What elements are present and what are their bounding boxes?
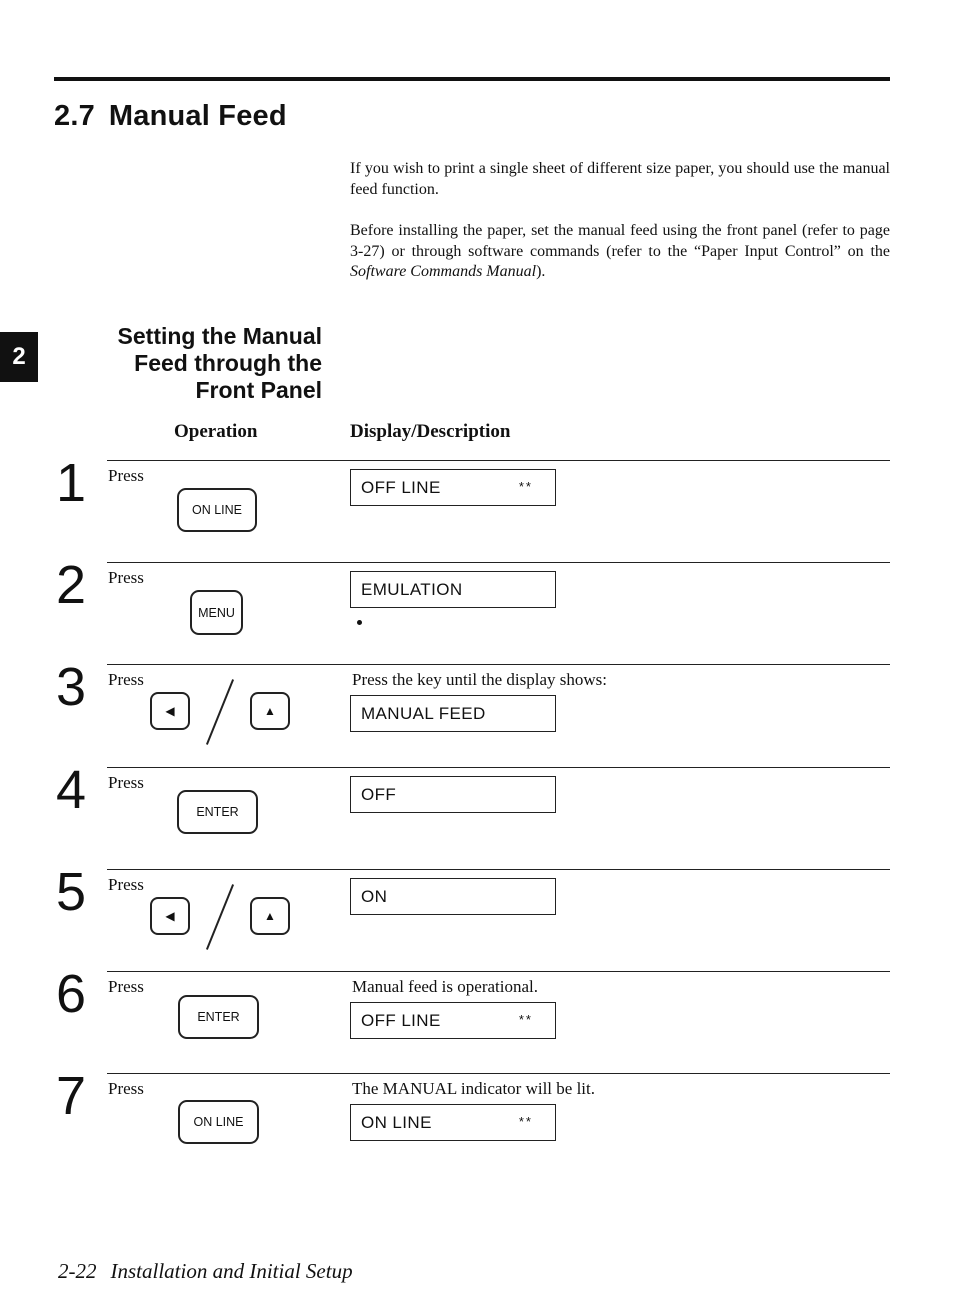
- section-title: [54, 100, 287, 133]
- step-number: 3: [56, 657, 87, 717]
- slash-divider: [206, 679, 234, 745]
- step-description: The MANUAL indicator will be lit.: [352, 1079, 595, 1098]
- step-number: 4: [56, 760, 87, 820]
- left-arrow-key-icon: ◀: [150, 897, 190, 935]
- intro-text: Before installing the paper, set the manual feed using the front panel (refer to page 3-27) or through software commands (refer to the “Paper Input Control” on the: [350, 222, 890, 260]
- intro-text-end: ).: [536, 263, 546, 280]
- step-rule: [107, 869, 890, 870]
- lcd-text: OFF LINE: [361, 1010, 441, 1030]
- lcd-display: [350, 1104, 556, 1141]
- step-rule: [107, 664, 890, 665]
- lcd-text: EMULATION: [361, 579, 463, 599]
- up-arrow-key-icon: ▲: [250, 692, 290, 730]
- lcd-stars: **: [518, 479, 533, 494]
- step-number: 5: [56, 862, 87, 922]
- intro-paragraph-2: [350, 221, 890, 283]
- lcd-display: [350, 695, 556, 732]
- menu-key-icon: MENU: [190, 590, 243, 635]
- step-description: Manual feed is operational.: [352, 977, 538, 996]
- display-heading: Display/Description: [350, 421, 511, 442]
- step-rule: [107, 562, 890, 563]
- lcd-display: [350, 878, 556, 915]
- subheading-line-3: Front Panel: [195, 377, 322, 403]
- lcd-text: OFF: [361, 784, 397, 804]
- step-number: 1: [56, 453, 87, 513]
- bullet-dot: [357, 620, 362, 625]
- step-rule: [107, 767, 890, 768]
- enter-key-icon: ENTER: [177, 790, 258, 834]
- lcd-display: [350, 1002, 556, 1039]
- press-label: Press: [108, 568, 144, 587]
- page-number: 2-22: [58, 1259, 97, 1283]
- lcd-text: ON LINE: [361, 1112, 432, 1132]
- press-label: Press: [108, 875, 144, 894]
- lcd-stars: **: [518, 1012, 533, 1027]
- lcd-display: [350, 571, 556, 608]
- intro-paragraph-1: If you wish to print a single sheet of different size paper, you should use the manual feed function.: [350, 160, 890, 198]
- left-arrow-key-icon: ◀: [150, 692, 190, 730]
- lcd-text: MANUAL FEED: [361, 703, 486, 723]
- subheading-line-2: Feed through the: [134, 350, 322, 376]
- step-number: 7: [56, 1066, 87, 1126]
- lcd-display: [350, 776, 556, 813]
- slash-divider: [206, 884, 234, 950]
- lcd-display: [350, 469, 556, 506]
- step-rule: [107, 460, 890, 461]
- page-footer: [58, 1259, 353, 1284]
- chapter-tab: 2: [0, 332, 38, 382]
- press-label: Press: [108, 977, 144, 996]
- press-label: Press: [108, 1079, 144, 1098]
- press-label: Press: [108, 670, 144, 689]
- online-key-icon: ON LINE: [177, 488, 257, 532]
- enter-key-icon: ENTER: [178, 995, 259, 1039]
- footer-title: Installation and Initial Setup: [110, 1259, 353, 1283]
- section-number: 2.7: [54, 100, 95, 132]
- press-label: Press: [108, 466, 144, 485]
- manual-title: Software Commands Manual: [350, 263, 537, 280]
- section-title-text: Manual Feed: [108, 100, 287, 132]
- up-arrow-key-icon: ▲: [250, 897, 290, 935]
- step-number: 6: [56, 964, 87, 1024]
- step-rule: [107, 1073, 890, 1074]
- step-description: Press the key until the display shows:: [352, 670, 607, 689]
- lcd-text: ON: [361, 886, 388, 906]
- top-rule: [54, 77, 890, 81]
- subheading-line-1: Setting the Manual: [117, 323, 322, 349]
- press-label: Press: [108, 773, 144, 792]
- step-rule: [107, 971, 890, 972]
- lcd-text: OFF LINE: [361, 477, 441, 497]
- lcd-stars: **: [518, 1114, 533, 1129]
- subheading: [60, 323, 322, 404]
- operation-heading: Operation: [174, 421, 258, 442]
- online-key-icon: ON LINE: [178, 1100, 259, 1144]
- step-number: 2: [56, 555, 87, 615]
